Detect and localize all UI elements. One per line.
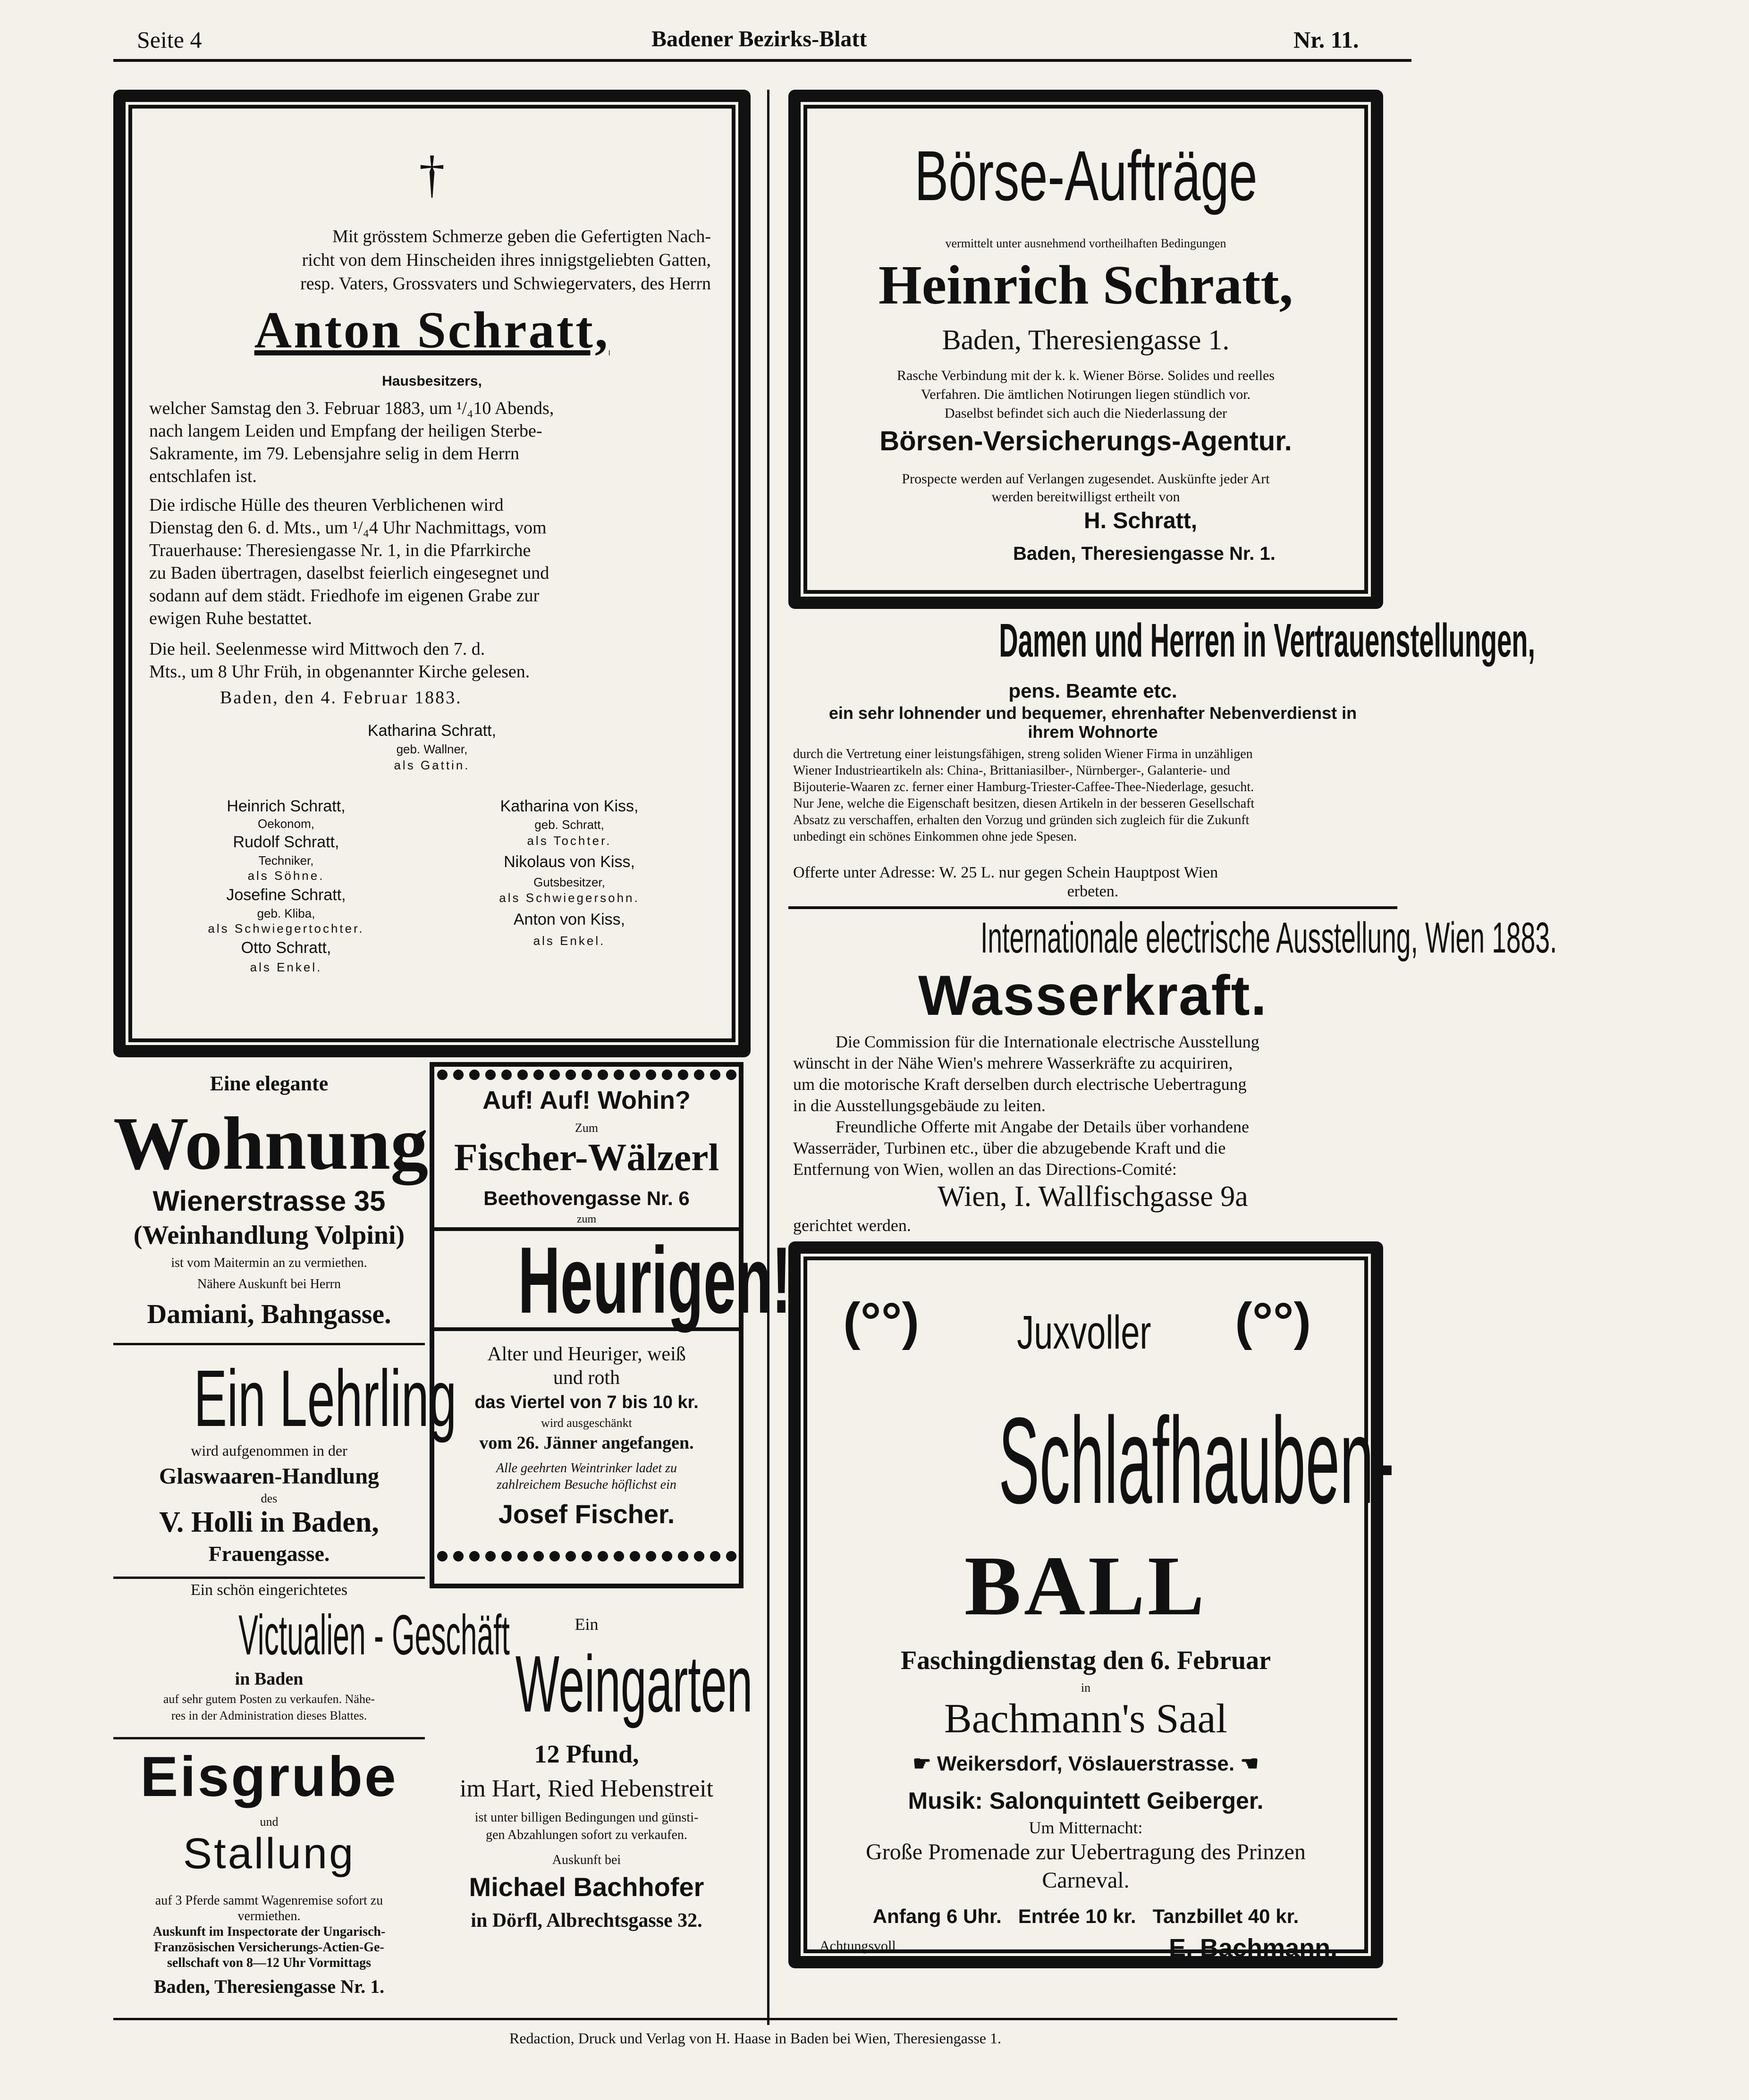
obituary-body-3: Die heil. Seelenmesse wird Mittwoch den 7. d. Mts., um 8 Uhr Früh, in obgenannter Kirche gelesen. [149, 639, 530, 682]
victualien-line-4: res in der Administration dieses Blattes. [171, 1709, 367, 1722]
damen-offer: Offerte unter Adresse: W. 25 L. nur gegen Schein Hauptpost Wien [793, 864, 1218, 881]
victualien-line-3: auf sehr gutem Posten zu verkaufen. Nähe- [163, 1692, 375, 1706]
family-right-column: Katharina von Kiss, geb. Schratt, als Tochter. Nikolaus von Kiss, Gutsbesitzer, als Schwiegersohn. Anton von Kiss, als Enkel. [499, 797, 640, 948]
ball-ball: BALL [964, 1539, 1208, 1633]
weingarten-line-4: gen Abzahlungen sofort zu verkaufen. [486, 1828, 687, 1842]
wohnung-line-1: Eine elegante [210, 1072, 329, 1095]
weingarten-line-7: in Dörfl, Albrechtsgasse 32. [471, 1910, 702, 1931]
fischer-signature: Josef Fischer. [498, 1499, 675, 1529]
weingarten-line-6: Michael Bachhofer [469, 1872, 704, 1902]
wasserkraft-body: Die Commission für die Internationale electrische Ausstellung wünscht in der Nähe Wien's mehrere Wasserkräfte zu acquiriren, um die motorische Kraft derselben durch electrische Uebertragung in die Ausstellungsgebäude zu leiten. Freundliche Offerte mit Angabe der Details über vorhandene Wasserräder, Turbinen etc., über die abzugebende Kraft und die Entfernung von Wien, wollen an das Directions-Comité: [793, 1032, 1259, 1179]
weingarten-line-1: 12 Pfund, [534, 1740, 639, 1768]
fischer-ad [430, 1062, 792, 1588]
weingarten-line-5: Auskunft bei [552, 1853, 621, 1867]
fischer-line-5: das Viertel von 7 bis 10 kr. [474, 1392, 699, 1412]
victualien-line-2: in Baden [235, 1669, 304, 1689]
lehrling-title: Ein Lehrling [194, 1354, 457, 1443]
lehrling-line-5: Frauengasse. [208, 1542, 330, 1566]
weingarten-line-3: ist unter billigen Bedingungen und günsti- [474, 1810, 699, 1825]
fischer-line-3: Alter und Heuriger, weiß [487, 1343, 686, 1365]
fischer-line-9: zahlreichem Besuche höflichst ein [497, 1477, 676, 1492]
boerse-lines: Rasche Verbindung mit der k. k. Wiener Börse. Solides und reelles Verfahren. Die ämtlichen Notirungen liegen stündlich vor. Daselbst befindet sich auch die Niederlassung der [896, 368, 1275, 421]
wasserkraft-ad [788, 913, 1557, 1235]
fischer-title: Fischer-Wälzerl [454, 1136, 719, 1179]
ball-respectfully: Achtungsvoll [820, 1938, 896, 1954]
lehrling-line-4: V. Holli in Baden, [159, 1506, 379, 1538]
boerse-lines-2: Prospecte werden auf Verlangen zugesendet. Auskünfte jeder Art werden bereitwilligst ertheilt von [902, 471, 1270, 505]
divider-lehrling [113, 1577, 425, 1579]
damen-offer-2: erbeten. [1067, 883, 1119, 900]
face-right-icon: (°°) [1235, 1292, 1311, 1350]
fischer-line-7: vom 26. Jänner angefangen. [479, 1433, 694, 1453]
wohnung-line-6: Damiani, Bahngasse. [147, 1299, 391, 1329]
column-divider [767, 90, 769, 2025]
boerse-ad [788, 90, 1383, 609]
ball-title: Schlafhauben- [998, 1392, 1394, 1529]
footer-rule [113, 2018, 1397, 2020]
wasserkraft-address: Wien, I. Wallfischgasse 9a [938, 1181, 1248, 1213]
weingarten-ein: Ein [575, 1615, 599, 1634]
weingarten-title: Weingarten [515, 1639, 753, 1729]
fischer-big: Heurigen! [434, 1227, 739, 1331]
ball-music: Musik: Salonquintett Geiberger. [908, 1788, 1264, 1814]
boerse-title: Börse-Aufträge [914, 136, 1258, 215]
damen-body: durch die Vertretung einer leistungsfähigen, streng soliden Wiener Firma in unzähligen Wiener Industrieartikeln als: China-, Brittaniasilber-, Nürnberger-, Galanterie- und Bijouterie-Waaren zc. ferner einer Hamburg-Triester-Caffee-Thee-Niederlage, gesucht. Nur Jene, welche die Eigenschaft besitzen, diesen Artikeln in der besseren Gesellschaft Absatz zu verschaffen, erhalten den Vorzug und gründen sich zugleich für die Zukunft unbedingt ein schönes Einkommen ohne jede Spesen. [793, 747, 1255, 844]
family-left-column: Heinrich Schratt, Oekonom, Rudolf Schratt, Techniker, als Söhne. Josefine Schratt, geb. Kliba, als Schwiegertochter. Otto Schratt, als Enkel. [208, 797, 364, 974]
wasserkraft-top: Internationale electrische Ausstellung, Wien 1883. [980, 914, 1557, 962]
ball-signature: E. Bachmann. [1169, 1934, 1338, 1962]
ball-location: ☛ Weikersdorf, Vöslauerstrasse. ☚ [913, 1752, 1259, 1775]
page-header [137, 26, 1393, 54]
obituary-dateline: Baden, den 4. Februar 1883. [220, 688, 462, 708]
victualien-line-1: Ein schön eingerichtetes [190, 1581, 348, 1599]
damen-line-2: ein sehr lohnender und bequemer, ehrenhafter Nebenverdienst in [828, 703, 1357, 723]
ball-carneval: Carneval. [1042, 1868, 1130, 1893]
wohnung-title: Wohnung [113, 1101, 429, 1185]
header-rule [113, 59, 1411, 62]
issue-number: Nr. 11. [1293, 26, 1359, 53]
fischer-zum-2: zum [576, 1213, 597, 1225]
fischer-border-bottom [434, 1548, 739, 1564]
damen-title: Damen und Herren in Vertrauenstellungen, [999, 614, 1536, 667]
obituary-ad [113, 90, 751, 1057]
wasserkraft-end: gerichtet werden. [793, 1216, 911, 1235]
ball-prices: Anfang 6 Uhr. Entrée 10 kr. Tanzbillet 40 kr. [872, 1905, 1299, 1927]
fischer-border-top [434, 1067, 739, 1083]
obituary-intro: Mit grösstem Schmerze geben die Gefertigten Nach- richt von dem Hinscheiden ihres innigstgeliebten Gatten, resp. Vaters, Grossvaters und Schwiegervaters, des Herrn [300, 227, 711, 294]
fischer-zum: Zum [575, 1121, 599, 1135]
widow-block: Katharina Schratt, geb. Wallner, als Gattin. [367, 722, 497, 772]
divider-damen-wasser [788, 906, 1397, 909]
newspaper-title: Badener Bezirks-Blatt [651, 26, 867, 51]
eisgrube-ad [113, 1744, 425, 2008]
fischer-line-6: wird ausgeschänkt [541, 1416, 632, 1430]
ball-promenade: Große Promenade zur Uebertragung des Prinzen [866, 1839, 1306, 1864]
ball-midnight: Um Mitternacht: [1029, 1818, 1143, 1837]
page-footer: Redaction, Druck und Verlag von H. Haase in Baden bei Wien, Theresiengasse 1. [509, 2030, 1001, 2047]
wasserkraft-title: Wasserkraft. [918, 964, 1267, 1027]
lehrling-line-3: des [261, 1492, 278, 1505]
ball-venue: Bachmann's Saal [944, 1696, 1227, 1742]
lehrling-line-1: wird aufgenommen in der [191, 1442, 347, 1459]
page-number: Seite 4 [137, 26, 202, 53]
deceased-name: Anton Schratt, [254, 301, 610, 359]
boerse-signature-address: Baden, Theresiengasse Nr. 1. [1013, 543, 1276, 564]
divider-wohnung [113, 1343, 425, 1345]
boerse-subtitle: vermittelt unter ausnehmend vortheilhaften Bedingungen [945, 236, 1226, 250]
wohnung-ad [113, 1062, 429, 1355]
ball-in: in [1081, 1681, 1091, 1695]
wohnung-line-2: Wienerstrasse 35 [152, 1185, 386, 1217]
eisgrube-title: Eisgrube [140, 1745, 398, 1808]
obituary-body-2: Die irdische Hülle des theuren Verblichenen wird Dienstag den 6. d. Mts., um ¹/₄4 Uhr Nachmittags, vom Trauerhause: Theresiengasse Nr. 1, in die Pfarrkirche zu Baden übertragen, daselbst feierlich eingesegnet und sodann auf dem städt. Friedhofe im eigenen Grabe zur ewigen Ruhe bestattet. [149, 495, 549, 628]
face-left-icon: (°°) [843, 1292, 920, 1350]
ball-ad [788, 1241, 1394, 1968]
eisgrube-und: und [260, 1815, 279, 1829]
ball-juxvoller: Juxvoller [1016, 1306, 1151, 1359]
boerse-signature: H. Schratt, [1084, 508, 1198, 533]
damen-line-3: ihrem Wohnorte [1028, 722, 1158, 742]
deceased-role: Hausbesitzers, [382, 373, 482, 389]
lehrling-ad [113, 1348, 457, 1574]
eisgrube-lines: auf 3 Pferde sammt Wagenremise sofort zu vermiethen. Auskunft im Inspectorate der Ungarisch- Französischen Versicherungs-Actien-Ge- sellschaft von 8—12 Uhr Vormittags [152, 1893, 386, 1970]
victualien-title: Victualien - Geschäft [238, 1603, 510, 1667]
weingarten-line-2: im Hart, Ried Hebenstreit [459, 1775, 714, 1802]
boerse-name: Heinrich Schratt, [878, 254, 1293, 316]
eisgrube-title-2: Stallung [183, 1830, 355, 1878]
cross-icon: † [419, 145, 445, 203]
victualien-ad [113, 1581, 510, 1737]
fischer-line-8: Alle geehrten Weintrinker ladet zu [496, 1461, 677, 1476]
fischer-line-1: Auf! Auf! Wohin? [482, 1086, 691, 1114]
damen-ad [788, 609, 1536, 902]
lehrling-line-2: Glaswaaren-Handlung [159, 1464, 379, 1489]
eisgrube-last: Baden, Theresiengasse Nr. 1. [153, 1976, 385, 1997]
ball-date: Faschingdienstag den 6. Februar [900, 1646, 1271, 1675]
wohnung-line-4: ist vom Maitermin an zu vermiethen. [171, 1256, 367, 1270]
wohnung-line-3: (Weinhandlung Volpini) [133, 1221, 405, 1250]
damen-line-1: pens. Beamte etc. [1008, 680, 1177, 702]
divider-victualien [113, 1737, 425, 1739]
fischer-line-2: Beethovengasse Nr. 6 [483, 1187, 690, 1209]
obituary-body-1: welcher Samstag den 3. Februar 1883, um ¹/₄10 Abends, nach langem Leiden und Empfang der heiligen Sterbe- Sakramente, im 79. Lebensjahre selig in dem Herrn entschlafen ist. [149, 398, 554, 486]
weingarten-ad [430, 1614, 753, 2006]
boerse-agentur: Börsen-Versicherungs-Agentur. [879, 426, 1292, 456]
fischer-line-4: und roth [553, 1367, 620, 1389]
wohnung-line-5: Nähere Auskunft bei Herrn [197, 1277, 341, 1291]
boerse-address: Baden, Theresiengasse 1. [942, 324, 1230, 355]
